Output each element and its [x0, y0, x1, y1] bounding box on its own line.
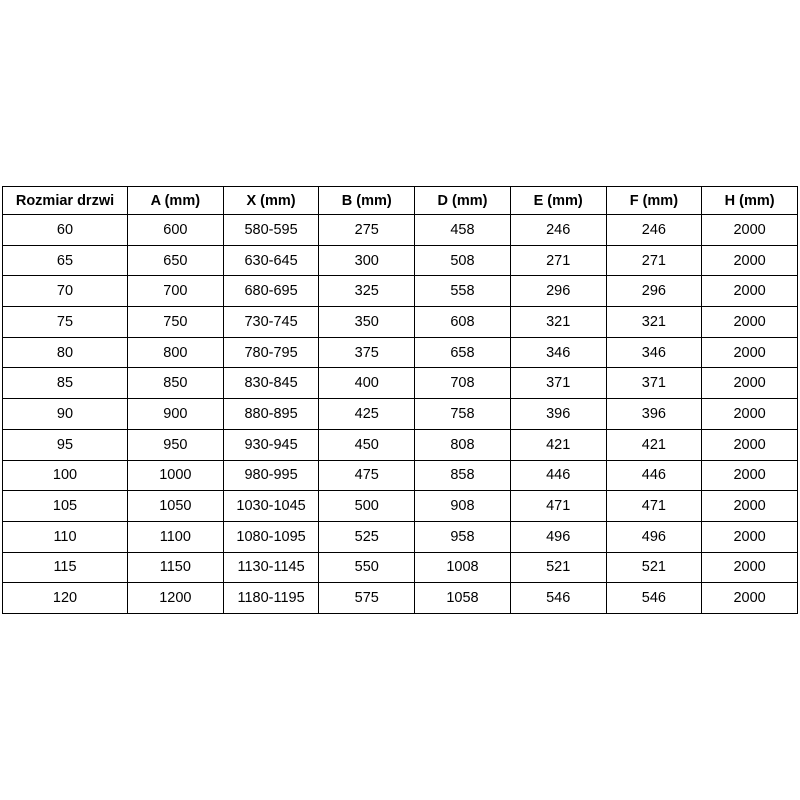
table-cell: 950 — [128, 429, 224, 460]
table-cell: 1000 — [128, 460, 224, 491]
table-cell: 858 — [415, 460, 511, 491]
table-cell: 580-595 — [223, 215, 319, 246]
table-cell: 350 — [319, 307, 415, 338]
table-row — [3, 583, 798, 614]
table-cell: 680-695 — [223, 276, 319, 307]
table-cell: 2000 — [702, 337, 798, 368]
table-row — [3, 307, 798, 338]
table-cell: 546 — [606, 583, 702, 614]
table-cell: 246 — [606, 215, 702, 246]
table-cell: 471 — [510, 491, 606, 522]
table-cell: 70 — [3, 276, 128, 307]
table-cell: 421 — [510, 429, 606, 460]
table-cell: 325 — [319, 276, 415, 307]
table-cell: 120 — [3, 583, 128, 614]
table-cell: 100 — [3, 460, 128, 491]
table-cell: 400 — [319, 368, 415, 399]
table-cell: 371 — [510, 368, 606, 399]
table-header — [3, 187, 798, 215]
table-cell: 750 — [128, 307, 224, 338]
table-cell: 2000 — [702, 245, 798, 276]
table-cell: 296 — [606, 276, 702, 307]
table-cell: 2000 — [702, 399, 798, 430]
table-cell: 1200 — [128, 583, 224, 614]
header-row — [3, 187, 798, 215]
table-cell: 1130-1145 — [223, 552, 319, 583]
table-cell: 600 — [128, 215, 224, 246]
table-cell: 80 — [3, 337, 128, 368]
table-cell: 808 — [415, 429, 511, 460]
table-cell: 521 — [510, 552, 606, 583]
table-cell: 930-945 — [223, 429, 319, 460]
table-row — [3, 276, 798, 307]
table-row — [3, 245, 798, 276]
table-cell: 525 — [319, 521, 415, 552]
table-cell: 1008 — [415, 552, 511, 583]
table-cell: 880-895 — [223, 399, 319, 430]
table-cell: 1050 — [128, 491, 224, 522]
table-cell: 90 — [3, 399, 128, 430]
table-row — [3, 215, 798, 246]
table-cell: 346 — [606, 337, 702, 368]
table-cell: 2000 — [702, 429, 798, 460]
table-row — [3, 491, 798, 522]
table-cell: 375 — [319, 337, 415, 368]
table-cell: 2000 — [702, 460, 798, 491]
table-cell: 246 — [510, 215, 606, 246]
table-cell: 471 — [606, 491, 702, 522]
table-cell: 800 — [128, 337, 224, 368]
table-cell: 496 — [606, 521, 702, 552]
table-cell: 730-745 — [223, 307, 319, 338]
table-cell: 780-795 — [223, 337, 319, 368]
table-cell: 850 — [128, 368, 224, 399]
table-cell: 60 — [3, 215, 128, 246]
table-cell: 475 — [319, 460, 415, 491]
table-cell: 346 — [510, 337, 606, 368]
table-cell: 105 — [3, 491, 128, 522]
table-cell: 758 — [415, 399, 511, 430]
table-cell: 95 — [3, 429, 128, 460]
column-header: X (mm) — [223, 187, 319, 215]
table-cell: 446 — [606, 460, 702, 491]
table-row — [3, 399, 798, 430]
table-cell: 830-845 — [223, 368, 319, 399]
table-cell: 558 — [415, 276, 511, 307]
table-row — [3, 460, 798, 491]
table-cell: 1150 — [128, 552, 224, 583]
table-cell: 1080-1095 — [223, 521, 319, 552]
door-size-table — [2, 186, 798, 614]
table-cell: 300 — [319, 245, 415, 276]
table-cell: 496 — [510, 521, 606, 552]
table-cell: 371 — [606, 368, 702, 399]
table-cell: 2000 — [702, 276, 798, 307]
table-cell: 85 — [3, 368, 128, 399]
table-row — [3, 429, 798, 460]
table-cell: 630-645 — [223, 245, 319, 276]
table-cell: 321 — [606, 307, 702, 338]
column-header: H (mm) — [702, 187, 798, 215]
table-cell: 115 — [3, 552, 128, 583]
table-cell: 500 — [319, 491, 415, 522]
table-cell: 2000 — [702, 368, 798, 399]
table-cell: 2000 — [702, 521, 798, 552]
table-cell: 396 — [606, 399, 702, 430]
table-cell: 508 — [415, 245, 511, 276]
table-row — [3, 521, 798, 552]
column-header: Rozmiar drzwi — [3, 187, 128, 215]
table-cell: 296 — [510, 276, 606, 307]
table-cell: 65 — [3, 245, 128, 276]
table-cell: 658 — [415, 337, 511, 368]
table-cell: 521 — [606, 552, 702, 583]
table-cell: 2000 — [702, 583, 798, 614]
table-cell: 446 — [510, 460, 606, 491]
column-header: F (mm) — [606, 187, 702, 215]
table-cell: 1058 — [415, 583, 511, 614]
table-cell: 271 — [510, 245, 606, 276]
table-cell: 546 — [510, 583, 606, 614]
table-cell: 458 — [415, 215, 511, 246]
table-cell: 980-995 — [223, 460, 319, 491]
table-cell: 2000 — [702, 307, 798, 338]
table-row — [3, 552, 798, 583]
table-cell: 908 — [415, 491, 511, 522]
table-cell: 75 — [3, 307, 128, 338]
table-cell: 2000 — [702, 491, 798, 522]
table-cell: 2000 — [702, 215, 798, 246]
table-cell: 421 — [606, 429, 702, 460]
table-row — [3, 368, 798, 399]
table-row — [3, 337, 798, 368]
table-cell: 708 — [415, 368, 511, 399]
table-cell: 425 — [319, 399, 415, 430]
table-cell: 575 — [319, 583, 415, 614]
column-header: E (mm) — [510, 187, 606, 215]
table-cell: 958 — [415, 521, 511, 552]
table-cell: 110 — [3, 521, 128, 552]
column-header: B (mm) — [319, 187, 415, 215]
table-cell: 608 — [415, 307, 511, 338]
table-cell: 1180-1195 — [223, 583, 319, 614]
column-header: D (mm) — [415, 187, 511, 215]
table-cell: 1030-1045 — [223, 491, 319, 522]
table-cell: 275 — [319, 215, 415, 246]
table-cell: 650 — [128, 245, 224, 276]
table-cell: 700 — [128, 276, 224, 307]
table-cell: 2000 — [702, 552, 798, 583]
table-cell: 271 — [606, 245, 702, 276]
table-cell: 450 — [319, 429, 415, 460]
table-cell: 900 — [128, 399, 224, 430]
table-cell: 1100 — [128, 521, 224, 552]
column-header: A (mm) — [128, 187, 224, 215]
table-body — [3, 215, 798, 614]
table-cell: 550 — [319, 552, 415, 583]
table-cell: 396 — [510, 399, 606, 430]
table-cell: 321 — [510, 307, 606, 338]
